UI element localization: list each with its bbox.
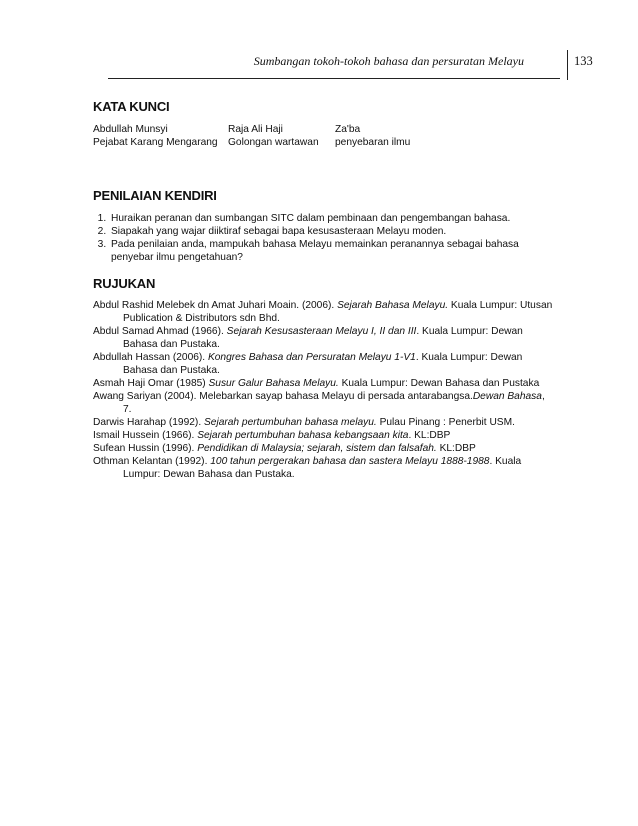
keyword-grid	[93, 123, 553, 149]
keyword: Za'ba	[335, 124, 361, 135]
reference-text: Sufean Hussin (1996).	[93, 443, 198, 454]
reference-text: Abdul Rashid Melebek dn Amat Juhari Moain. (2006).	[93, 300, 338, 311]
reference-title: Sejarah pertumbuhan bahasa melayu.	[203, 417, 377, 428]
reference-text: . Kuala Lumpur: Dewan Bahasa dan Pustaka.	[123, 326, 523, 350]
page-number: 133	[574, 54, 593, 68]
reference-title: Sejarah Kesusasteraan Melayu I, II dan III	[226, 326, 417, 337]
reference-entry	[93, 299, 553, 325]
keyword: Raja Ali Haji	[228, 124, 283, 135]
kata-kunci-heading: KATA KUNCI	[93, 99, 170, 114]
reference-entry	[93, 377, 553, 390]
reference-text: Ismail Hussein (1966).	[93, 430, 198, 441]
keyword: Abdullah Munsyi	[93, 124, 168, 135]
question-list	[93, 212, 553, 264]
reference-text: . KL:DBP	[408, 430, 451, 441]
question-item: 2. Siapakah yang wajar diiktiraf sebagai bapa kesusasteraan Melayu moden.	[109, 225, 553, 238]
reference-entry	[93, 325, 553, 351]
reference-text: Pulau Pinang : Penerbit USM.	[376, 417, 515, 428]
reference-text: KL:DBP	[436, 443, 476, 454]
reference-title: Dewan Bahasa	[472, 391, 542, 402]
question-item: 3. Pada penilaian anda, mampukah bahasa Melayu memainkan peranannya sebagai bahasa penyebar ilmu pengetahuan?	[109, 238, 553, 264]
reference-entry	[93, 390, 553, 416]
penilaian-kendiri-section	[93, 189, 553, 264]
running-header-title: Sumbangan tokoh-tokoh bahasa dan persuratan Melayu	[253, 54, 524, 68]
reference-entry	[93, 455, 553, 481]
keyword: Pejabat Karang Mengarang	[93, 137, 218, 148]
question-item: 1. Huraikan peranan dan sumbangan SITC dalam pembinaan dan pengembangan bahasa.	[109, 212, 553, 225]
reference-text: Asmah Haji Omar (1985)	[93, 378, 209, 389]
reference-entry	[93, 416, 553, 429]
kata-kunci-section	[93, 100, 553, 149]
reference-text: Othman Kelantan (1992).	[93, 456, 211, 467]
reference-text: Abdul Samad Ahmad (1966).	[93, 326, 227, 337]
reference-text: Abdullah Hassan (2006).	[93, 352, 208, 363]
rujukan-section	[93, 277, 553, 481]
reference-entry	[93, 442, 553, 455]
reference-title: Pendidikan di Malaysia; sejarah, sistem dan falsafah.	[197, 443, 437, 454]
header-rule	[108, 78, 560, 79]
header-divider	[567, 50, 568, 80]
penilaian-kendiri-heading: PENILAIAN KENDIRI	[93, 188, 217, 203]
reference-title: Susur Galur Bahasa Melayu.	[208, 378, 339, 389]
reference-text: , 7.	[123, 391, 545, 415]
reference-text: Kuala Lumpur: Utusan Publication & Distributors sdn Bhd.	[123, 300, 553, 324]
rujukan-heading: RUJUKAN	[93, 276, 156, 291]
reference-text: . Kuala Lumpur: Dewan Bahasa dan Pustaka.	[123, 352, 523, 376]
reference-title: Kongres Bahasa dan Persuratan Melayu 1-V1	[207, 352, 416, 363]
page-content	[93, 100, 553, 481]
reference-list	[93, 299, 553, 481]
keyword: penyebaran ilmu	[335, 137, 411, 148]
reference-entry	[93, 351, 553, 377]
reference-text: Kuala Lumpur: Dewan Bahasa dan Pustaka	[338, 378, 540, 389]
reference-title: Sejarah Bahasa Melayu.	[337, 300, 449, 311]
reference-text: Darwis Harahap (1992).	[93, 417, 204, 428]
reference-entry	[93, 429, 553, 442]
keyword: Golongan wartawan	[228, 137, 319, 148]
reference-title: 100 tahun pergerakan bahasa dan sastera Melayu 1888-1988	[210, 456, 490, 467]
reference-text: . Kuala Lumpur: Dewan Bahasa dan Pustaka.	[123, 456, 522, 480]
reference-title: Sejarah pertumbuhan bahasa kebangsaan kita	[197, 430, 409, 441]
reference-text: Awang Sariyan (2004). Melebarkan sayap bahasa Melayu di persada antarabangsa.	[93, 391, 473, 402]
